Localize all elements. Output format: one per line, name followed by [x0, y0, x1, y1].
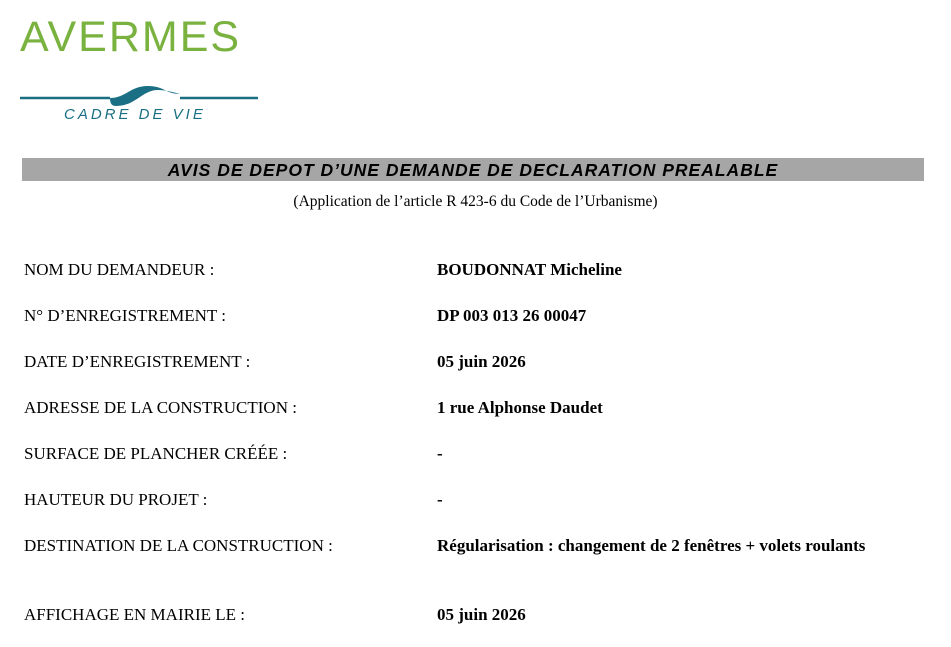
title-bar — [22, 158, 924, 181]
avermes-logo — [18, 14, 260, 126]
field-value: 1 rue Alphonse Daudet — [437, 398, 603, 417]
field-label: NOM DU DEMANDEUR : — [24, 260, 215, 279]
field-value: 05 juin 2026 — [437, 605, 526, 624]
field-label: SURFACE DE PLANCHER CRÉÉE : — [24, 444, 288, 463]
logo-tagline: CADRE DE VIE — [64, 106, 206, 123]
field-label: N° D’ENREGISTREMENT : — [24, 306, 226, 325]
field-label: DESTINATION DE LA CONSTRUCTION : — [24, 536, 333, 555]
field-label: AFFICHAGE EN MAIRIE LE : — [24, 605, 245, 624]
field-value: - — [437, 444, 443, 463]
page-title: AVIS DE DEPOT D’UNE DEMANDE DE DECLARATION PREALABLE — [167, 160, 779, 180]
field-value: - — [437, 490, 443, 509]
field-label: ADRESSE DE LA CONSTRUCTION : — [24, 398, 297, 417]
field-value: 05 juin 2026 — [437, 352, 526, 371]
page-subtitle: (Application de l’article R 423-6 du Code de l’Urbanisme) — [293, 193, 658, 210]
field-value: Régularisation : changement de 2 fenêtres + volets roulants — [437, 536, 866, 555]
field-label: HAUTEUR DU PROJET : — [24, 490, 208, 509]
field-label: DATE D’ENREGISTREMENT : — [24, 352, 251, 371]
field-value: DP 003 013 26 00047 — [437, 306, 587, 325]
logo-name: AVERMES — [20, 13, 242, 61]
field-value: BOUDONNAT Micheline — [437, 260, 622, 279]
